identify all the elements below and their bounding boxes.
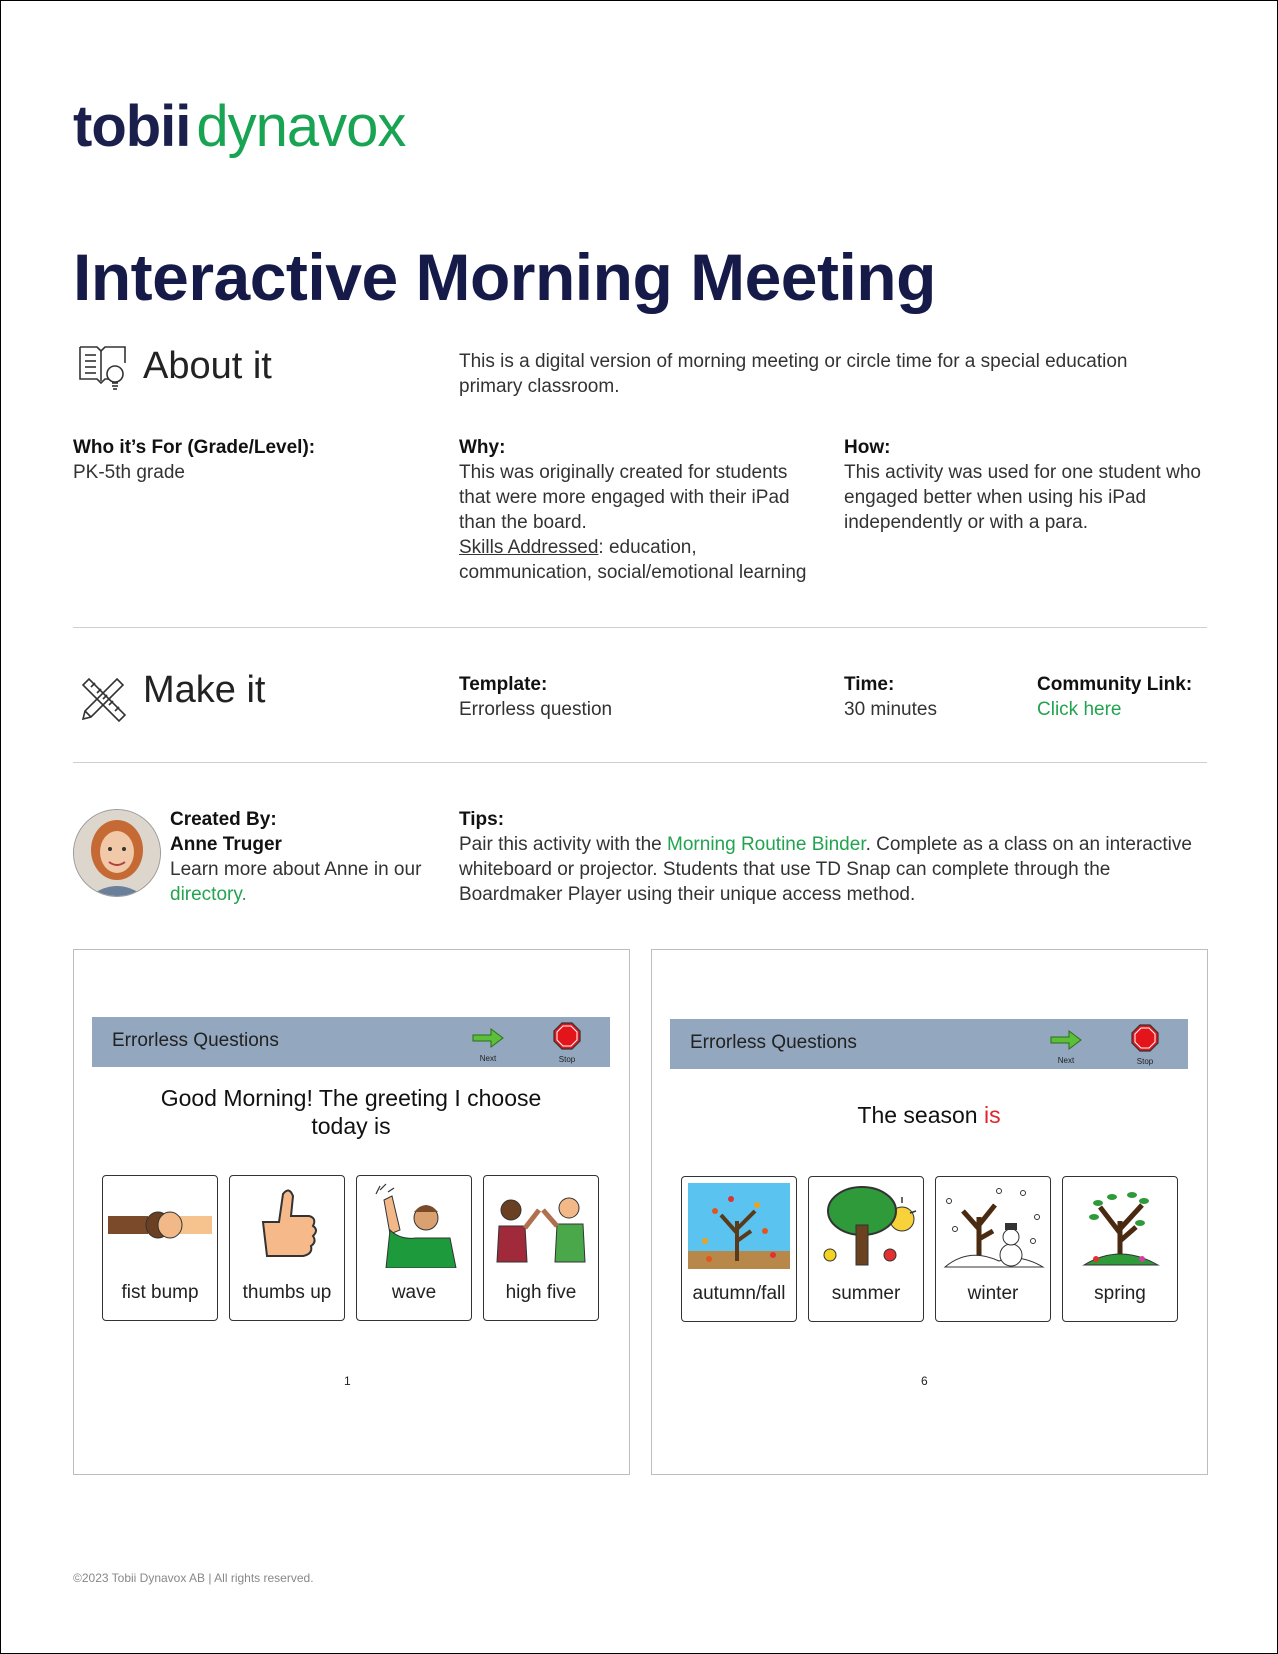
autumn-tree-icon [685, 1181, 793, 1269]
summer-tree-icon [812, 1181, 920, 1269]
who-block [73, 435, 433, 485]
winter-tree-icon [939, 1181, 1047, 1269]
stop-sign-icon [1131, 1024, 1159, 1052]
skills-label: Skills Addressed [459, 537, 599, 558]
tips-post: . Complete as a class on an interactive whiteboard or projector. Students that use TD Snap can complete through the Boardmaker Player using their unique access method. [459, 834, 1192, 905]
card-label: thumbs up [242, 1282, 332, 1303]
template-value: Errorless question [459, 699, 613, 720]
choice-card-thumbs-up[interactable] [229, 1175, 345, 1321]
next-button[interactable] [468, 1027, 508, 1065]
creator-name: Anne Truger [170, 834, 282, 855]
how-label: How: [844, 437, 891, 458]
skills-text: : education, communication, social/emotional learning [459, 537, 807, 583]
skills-line [459, 535, 824, 585]
template-label: Template: [459, 674, 548, 695]
brand-logo-part1: tobii [73, 94, 191, 159]
how-block [844, 435, 1209, 535]
card-label: summer [831, 1283, 901, 1304]
tips-text [459, 832, 1209, 907]
app-toolbar [92, 1017, 610, 1067]
card-label: high five [505, 1282, 577, 1303]
stop-label: Stop [558, 1055, 576, 1064]
choice-card-autumn[interactable] [681, 1176, 797, 1322]
stop-sign-icon [553, 1022, 581, 1050]
about-description: This is a digital version of morning meeting or circle time for a special education primary classroom. [459, 351, 1128, 397]
creator-block [170, 807, 440, 907]
why-label: Why: [459, 437, 506, 458]
choice-card-summer[interactable] [808, 1176, 924, 1322]
community-block [1037, 672, 1192, 722]
why-block [459, 435, 824, 585]
about-heading: About it [143, 345, 272, 387]
page-title: Interactive Morning Meeting [73, 240, 936, 314]
creator-avatar [73, 809, 161, 897]
page-number: 6 [921, 1374, 928, 1388]
why-text: This was originally created for students that were more engaged with their iPad than the board. [459, 462, 790, 533]
question-text: Good Morning! The greeting I choose today is [160, 1085, 542, 1139]
choice-card-wave[interactable] [356, 1175, 472, 1321]
choice-card-high-five[interactable] [483, 1175, 599, 1321]
stop-label: Stop [1136, 1057, 1154, 1066]
spring-tree-icon [1066, 1181, 1174, 1269]
choice-card-winter[interactable] [935, 1176, 1051, 1322]
card-label: fist bump [121, 1282, 199, 1303]
app-toolbar [670, 1019, 1188, 1069]
card-label: wave [391, 1282, 437, 1303]
divider [73, 762, 1207, 763]
stop-button[interactable] [547, 1022, 587, 1066]
screenshot-panel-greeting [73, 949, 630, 1475]
fist-bump-icon [106, 1180, 214, 1268]
toolbar-title: Errorless Questions [690, 1032, 857, 1053]
tips-block [459, 807, 1209, 907]
next-label: Next [1057, 1056, 1075, 1065]
how-text: This activity was used for one student who engaged better when using his iPad independently or with a para. [844, 462, 1201, 533]
make-heading: Make it [143, 669, 266, 711]
community-link[interactable]: Click here [1037, 699, 1122, 720]
morning-routine-binder-link[interactable]: Morning Routine Binder [667, 834, 866, 855]
page-number: 1 [344, 1374, 351, 1388]
creator-learn-text: Learn more about Anne in our [170, 859, 422, 880]
time-label: Time: [844, 674, 895, 695]
next-arrow-icon [471, 1027, 505, 1049]
directory-link[interactable]: directory. [170, 884, 247, 905]
screenshot-panel-season [651, 949, 1208, 1475]
card-label: spring [1094, 1283, 1146, 1304]
next-arrow-icon [1049, 1029, 1083, 1051]
high-five-icon [487, 1180, 595, 1268]
choice-card-spring[interactable] [1062, 1176, 1178, 1322]
who-label: Who it’s For (Grade/Level): [73, 437, 316, 458]
time-value: 30 minutes [844, 699, 937, 720]
card-label: autumn/fall [692, 1283, 786, 1304]
brand-logo-part2: dynavox [196, 94, 406, 159]
tips-pre: Pair this activity with the [459, 834, 668, 855]
card-label: winter [967, 1283, 1019, 1304]
next-label: Next [479, 1054, 497, 1063]
stop-button[interactable] [1125, 1024, 1165, 1068]
question-pre: The season [857, 1102, 984, 1128]
thumbs-up-icon [233, 1180, 341, 1268]
choice-card-fist-bump[interactable] [102, 1175, 218, 1321]
community-label: Community Link: [1037, 674, 1193, 695]
wave-icon [360, 1180, 468, 1268]
question-text [712, 1102, 1146, 1129]
pencil-ruler-icon [77, 673, 129, 725]
template-block [459, 672, 612, 722]
divider [73, 627, 1207, 628]
book-lightbulb-icon [77, 341, 129, 393]
copyright-footer: ©2023 Tobii Dynavox AB | All rights reserved. [73, 1571, 314, 1585]
created-by-label: Created By: [170, 809, 277, 830]
brand-logo [73, 93, 405, 160]
toolbar-title: Errorless Questions [112, 1030, 279, 1051]
next-button[interactable] [1046, 1029, 1086, 1067]
time-block [844, 672, 937, 722]
tips-label: Tips: [459, 809, 505, 830]
who-value: PK-5th grade [73, 462, 185, 483]
question-highlight: is [983, 1102, 1001, 1128]
